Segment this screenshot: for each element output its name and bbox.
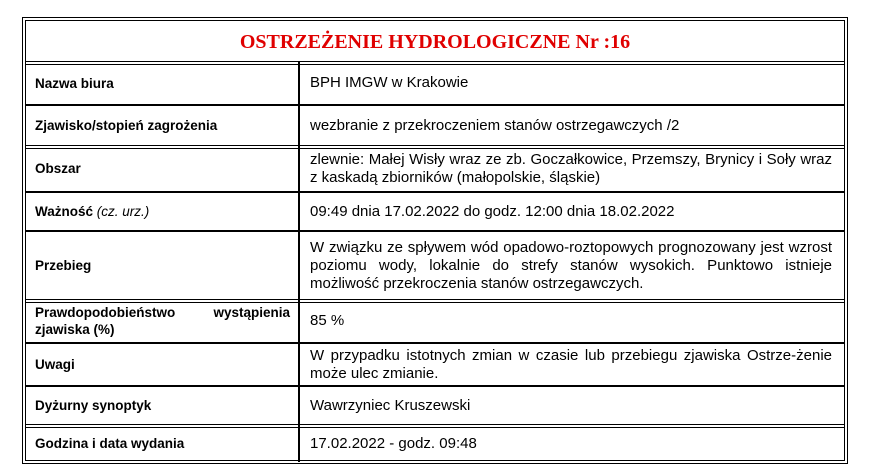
row-label: Uwagi xyxy=(26,344,300,385)
warning-table xyxy=(25,20,845,461)
table-row-phenomenon xyxy=(26,104,844,145)
table-row-issued xyxy=(26,424,844,462)
table-row-course xyxy=(26,230,844,299)
warning-document-frame xyxy=(22,17,848,464)
validity-note: (cz. urz.) xyxy=(96,204,150,219)
row-label: Godzina i data wydania xyxy=(26,425,300,462)
row-value: W przypadku istotnych zmian w czasie lub przebiegu zjawiska Ostrze-żenie może ulec zmianie. xyxy=(310,346,832,382)
table-row-office xyxy=(26,61,844,104)
row-value: 17.02.2022 - godz. 09:48 xyxy=(310,434,477,452)
row-value: 85 % xyxy=(310,312,345,329)
title-row xyxy=(26,21,844,61)
table-row-area xyxy=(26,145,844,191)
document-title: OSTRZEŻENIE HYDROLOGICZNE Nr :16 xyxy=(239,30,631,53)
row-label: Dyżurny synoptyk xyxy=(26,387,300,424)
table-row-forecaster xyxy=(26,385,844,424)
row-label: Obszar xyxy=(26,146,300,191)
validity-label: Ważność xyxy=(35,204,94,219)
row-label: Nazwa biura xyxy=(26,62,300,104)
row-value: zlewnie: Małej Wisły wraz ze zb. Goczałkowice, Przemszy, Brynicy i Soły wraz z kaskadą zbiorników (małopolskie, śląskie) xyxy=(310,150,832,186)
table-row-probability xyxy=(26,299,844,342)
table-row-validity xyxy=(26,191,844,230)
row-value: BPH IMGW w Krakowie xyxy=(310,74,469,91)
row-value: Wawrzyniec Kruszewski xyxy=(310,396,471,414)
row-label: Przebieg xyxy=(26,232,300,299)
row-label: Prawdopodobieństwo wystąpienia zjawiska (%) xyxy=(26,300,300,342)
row-value: 09:49 dnia 17.02.2022 do godz. 12:00 dnia 18.02.2022 xyxy=(310,202,675,220)
row-label: Zjawisko/stopień zagrożenia xyxy=(26,106,300,145)
row-value: wezbranie z przekroczeniem stanów ostrzegawczych /2 xyxy=(310,116,680,134)
row-label xyxy=(26,193,300,230)
row-value: W związku ze spływem wód opadowo-roztopowych prognozowany jest wzrost poziomu wody, lokalnie do strefy stanów wysokich. Punktowo istnieje możliwość przekroczenia stanów ostrzegawczych. xyxy=(310,238,832,292)
table-row-remarks xyxy=(26,342,844,385)
